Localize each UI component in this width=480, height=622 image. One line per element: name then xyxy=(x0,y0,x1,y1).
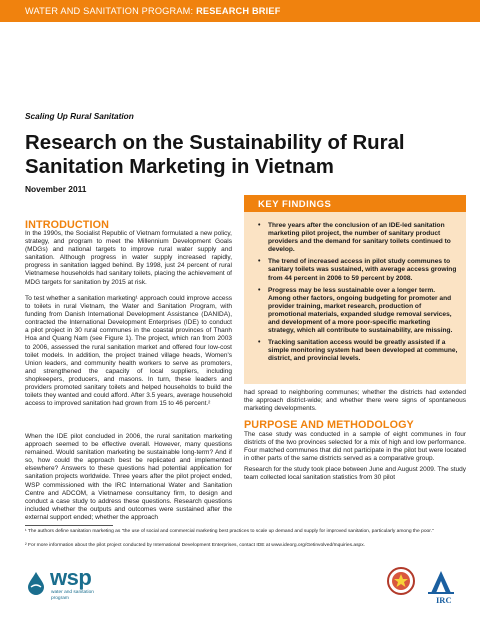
key-findings-box xyxy=(244,195,466,384)
wsp-logo xyxy=(25,563,105,605)
key-finding-text: Tracking sanitation access would be greatly assisted if a simple monitoring system had been developed at commune, district, and provincial levels. xyxy=(268,339,458,363)
series-kicker: Scaling Up Rural Sanitation xyxy=(25,111,134,121)
irc-emblem-icon xyxy=(426,567,456,595)
introduction-paragraph-3: When the IDE pilot concluded in 2006, the rural sanitation marketing approach seemed to be effective overall. However, many questions remained. Would sanitation marketing be sustainable long-term? And if so, how could the approach best be replicated and implemented elsewhere? Answers to these questions had potential application for sanitation projects worldwide. Three years after the pilot project ended, WSP commissioned with the IRC International Water and Sanitation Centre and ADCOM, a Vietnamese consultancy firm, to design and conduct a case study to address these questions. Research questions included whether the outputs and outcomes were sustained after the external support ended; whether the approach xyxy=(25,433,232,521)
introduction-heading: INTRODUCTION xyxy=(25,219,109,231)
key-finding-item xyxy=(258,339,458,363)
key-findings-heading: KEY FINDINGS xyxy=(258,198,332,210)
irc-wordmark: IRC xyxy=(436,595,452,605)
banner-program: WATER AND SANITATION PROGRAM: xyxy=(25,6,194,16)
bullet-icon: • xyxy=(258,258,261,266)
introduction-paragraph-2: To test whether a sanitation marketing¹ approach could improve access to toilets in rural Vietnam, the Water and Sanitation Program, with funding from Danish International Development Assistance (DANIDA), contracted the International Development Enterprises (IDE) to conduct a pilot project in 30 rural communes in the coastal provinces of Thanh Hoa and Quang Nam (see Figure 1). The project, which ran from 2003 to 2006, assessed the rural sanitation market and offered four low-cost toilet models. In addition, the project trained village heads, Women's Union leaders, and community health workers to serve as promoters, and strengthened the capacity of local suppliers, including shopkeepers, producers, and masons. In turn, these leaders and providers promoted sanitary toilets and helped households to build the toilets they wanted and could afford. After 3.5 years, average household access to improved sanitation had grown from 15 to 46 percent.² xyxy=(25,295,232,408)
key-finding-text: The trend of increased access in pilot study communes to sanitary toilets was sustained, with average access growing from 44 percent in 2006 to 59 percent by 2008. xyxy=(268,258,457,282)
introduction-paragraph-1: In the 1990s, the Socialist Republic of Vietnam formulated a new policy, strategy, and program to meet the Millennium Development Goals (MDGs) and national targets to improve rural water supply and sanitation. Although progress in water supply increased rapidly, progress in sanitation lagged behind. By 1998, just 24 percent of rural Vietnamese households had sanitary toilets, placing the achievement of MDG targets for sanitation by 2015 at risk. xyxy=(25,230,232,286)
key-finding-text: Progress may be less sustainable over a longer term. Among other factors, ongoing budgeting for promoter and provider training, market research, production of promotional materials, expanded sludge removal services, and development of a more poor-specific marketing strategy, which all contribute to sustainability, are missing. xyxy=(268,286,453,335)
wsp-subtitle: water and sanitation program xyxy=(51,590,94,601)
key-finding-item xyxy=(258,287,458,336)
government-seal-icon xyxy=(386,566,416,596)
bullet-icon: • xyxy=(258,339,261,347)
footnote-2: ² For more information about the pilot project conducted by International Development Enterprises, contact IDE at www.ideorg.org/Getinvolved/Inquiries.aspx. xyxy=(25,543,366,548)
irc-logo xyxy=(426,567,456,607)
wsp-wordmark: wsp xyxy=(50,565,92,590)
banner-text xyxy=(25,6,281,16)
header-banner xyxy=(0,0,480,22)
purpose-paragraph-1: The case study was conducted in a sample of eight communes in four districts of the two provinces selected for a mix of high and low performance. Four matched communes that did not participate in the pilot but were located in other parts of the same districts served as a comparative group. xyxy=(244,431,466,463)
footnote-1: ¹ The authors define sanitation marketing as "the use of social and commercial marketing best practices to scale up demand and supply for improved sanitation, particularly among the poor." xyxy=(25,529,434,534)
key-finding-item xyxy=(258,258,458,282)
key-finding-text: Three years after the conclusion of an IDE-led sanitation marketing pilot project, the number of sanitary product providers and the demand for sanitary toilets continued to develop. xyxy=(268,222,451,254)
banner-series: RESEARCH BRIEF xyxy=(196,6,281,16)
page-title: Research on the Sustainability of Rural Sanitation Marketing in Vietnam xyxy=(25,132,405,178)
purpose-paragraph-2: Research for the study took place between June and August 2009. The study team collected local sanitation statistics from 30 pilot xyxy=(244,466,466,482)
footnote-divider xyxy=(25,525,113,526)
key-findings-header xyxy=(244,195,466,212)
water-drop-icon xyxy=(25,571,47,595)
purpose-heading: PURPOSE AND METHODOLOGY xyxy=(244,419,414,431)
key-findings-list xyxy=(258,222,458,368)
publication-date: November 2011 xyxy=(25,184,87,194)
continuation-paragraph: had spread to neighboring communes; whether the districts had extended the approach district-wide; and whether there were signs of spontaneous marketing developments. xyxy=(244,389,466,413)
bullet-icon: • xyxy=(258,222,261,229)
bullet-icon: • xyxy=(258,286,261,294)
key-finding-item xyxy=(258,222,458,254)
